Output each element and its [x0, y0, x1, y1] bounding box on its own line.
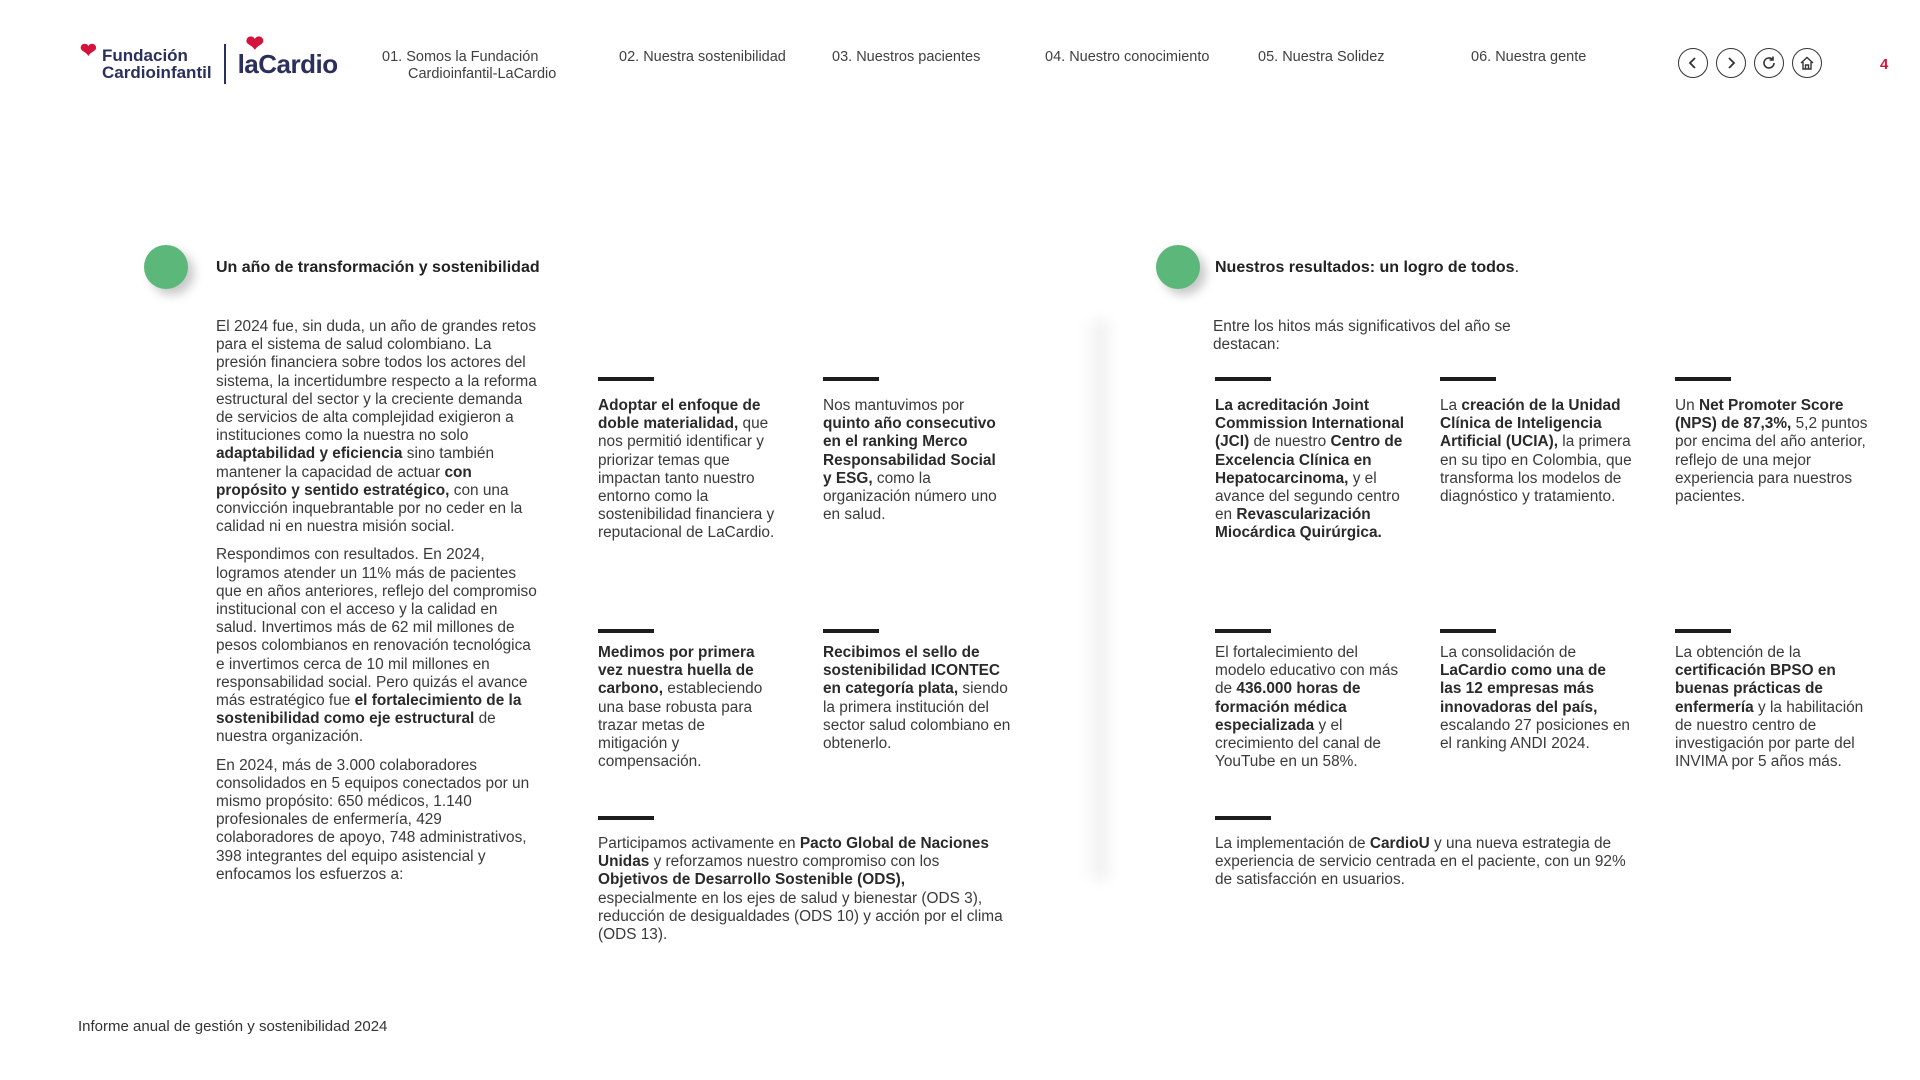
chevron-right-icon	[1724, 56, 1738, 70]
nav-item-04[interactable]: 04. Nuestro conocimiento	[1045, 49, 1210, 65]
item-pacto-global: Participamos activamente en Pacto Global de Naciones Unidas y reforzamos nuestro compromiso con los Objetivos de Desarrollo Sostenible (ODS), especialmente en los ejes de salud y bienestar (ODS 3), reducción de desigualdades (ODS 10) y acción por el clima (ODS 13).	[598, 835, 1003, 944]
logo-lacardio: ❤ laCardio	[237, 30, 338, 79]
divider-bar	[1675, 629, 1731, 633]
item-materialidad: Adoptar el enfoque de doble materialidad, que nos permitió identificar y priorizar temas que impactan tanto nuestro entorno como la sostenibilidad financiera y reputacional de LaCardio.	[598, 397, 775, 542]
divider-bar	[598, 377, 654, 381]
divider-bar	[1215, 377, 1271, 381]
section-title-right: Nuestros resultados: un logro de todos.	[1215, 259, 1520, 276]
nav-item-03[interactable]: 03. Nuestros pacientes	[832, 49, 981, 65]
logo-fundacion: ❤ Fundación Cardioinfantil	[80, 40, 212, 82]
result-educacion: El fortalecimiento del modelo educativo con más de 436.000 horas de formación médica especializada y el crecimiento del canal de YouTube en un 58%.	[1215, 644, 1399, 771]
paragraph-1: El 2024 fue, sin duda, un año de grandes retos para el sistema de salud colombiano. La presión financiera sobre todos los actores del sistema, la incertidumbre respecto a la reforma estructural del sector y la creciente demanda de servicios de alta complejidad exigieron a instituciones como la nuestra no solo adaptabilidad y eficiencia sino también mantener la capacidad de actuar con propósito y sentido estratégico, con una convicción inquebrantable por no ceder en la calidad ni en nuestra misión social.	[216, 318, 537, 536]
section-dot	[144, 245, 188, 289]
logo-divider	[224, 44, 226, 84]
nav-item-06[interactable]: 06. Nuestra gente	[1471, 49, 1587, 65]
divider-bar	[1675, 377, 1731, 381]
paragraph-3: En 2024, más de 3.000 colaboradores consolidados en 5 equipos conectados por un mismo propósito: 650 médicos, 1.140 profesionales de enfermería, 429 colaboradores de apoyo, 748 administrativos, 398 integrantes del equipo asistencial y enfocamos los esfuerzos a:	[216, 756, 530, 883]
results-intro: Entre los hitos más significativos del año se destacan:	[1213, 318, 1511, 354]
logo[interactable]	[80, 30, 338, 84]
page-number: 4	[1880, 56, 1889, 73]
refresh-icon	[1761, 55, 1777, 71]
paragraph-2: Respondimos con resultados. En 2024, logramos atender un 11% más de pacientes que en años anteriores, reflejo del compromiso institucional con el acceso y la calidad en salud. Invertimos más de 62 mil millones de pesos colombianos en renovación tecnológica e invertimos cerca de 10 mil millones en responsabilidad social. Pero quizás el avance más estratégico fue el fortalecimiento de la sostenibilidad como eje estructural de nuestra organización.	[216, 546, 537, 746]
nav-item-02[interactable]: 02. Nuestra sostenibilidad	[619, 49, 786, 65]
result-ucia: La creación de la Unidad Clínica de Inteligencia Artificial (UCIA), la primera en su tipo en Colombia, que transforma los modelos de diagnóstico y tratamiento.	[1440, 397, 1632, 506]
result-bpso: La obtención de la certificación BPSO en buenas prácticas de enfermería y la habilitación de nuestro centro de investigación por parte del INVIMA por 5 años más.	[1675, 644, 1864, 771]
home-icon	[1799, 55, 1815, 71]
divider-bar	[598, 629, 654, 633]
heart-icon: ❤	[80, 40, 97, 62]
divider-bar	[1215, 629, 1271, 633]
divider-bar	[1440, 629, 1496, 633]
divider-bar	[1215, 816, 1271, 820]
divider-bar	[823, 377, 879, 381]
footer-report-title: Informe anual de gestión y sostenibilidad 2024	[78, 1018, 388, 1035]
result-jci: La acreditación Joint Commission International (JCI) de nuestro Centro de Excelencia Clínica en Hepatocarcinoma, y el avance del segundo centro en Revascularización Miocárdica Quirúrgica.	[1215, 397, 1404, 542]
item-huella: Medimos por primera vez nuestra huella de carbono, estableciendo una base robusta para trazar metas de mitigación y compensación.	[598, 644, 763, 771]
prev-button[interactable]	[1678, 48, 1708, 78]
intro-column	[216, 318, 538, 894]
item-icontec: Recibimos el sello de sostenibilidad ICONTEC en categoría plata, siendo la primera institución del sector salud colombiano en obtenerlo.	[823, 644, 1011, 753]
result-cardiou: La implementación de CardioU y una nueva estrategia de experiencia de servicio centrada en el paciente, con un 92% de satisfacción en usuarios.	[1215, 835, 1626, 889]
home-button[interactable]	[1792, 48, 1822, 78]
next-button[interactable]	[1716, 48, 1746, 78]
refresh-button[interactable]	[1754, 48, 1784, 78]
nav-item-05[interactable]: 05. Nuestra Solidez	[1258, 49, 1385, 65]
result-nps: Un Net Promoter Score (NPS) de 87,3%, 5,2 puntos por encima del año anterior, reflejo de una mejor experiencia para nuestros pacientes.	[1675, 397, 1868, 506]
chevron-left-icon	[1686, 56, 1700, 70]
section-title-left: Un año de transformación y sostenibilidad	[216, 259, 540, 276]
divider-bar	[1440, 377, 1496, 381]
item-merco: Nos mantuvimos por quinto año consecutivo en el ranking Merco Responsabilidad Social y ESG, como la organización número uno en salud.	[823, 397, 997, 524]
column-shadow	[1082, 320, 1108, 880]
divider-bar	[823, 629, 879, 633]
result-innovacion: La consolidación de LaCardio como una de las 12 empresas más innovadoras del país, escalando 27 posiciones en el ranking ANDI 2024.	[1440, 644, 1630, 753]
heart-icon: ❤	[245, 30, 264, 56]
nav-item-01[interactable]: 01. Somos la Fundación Cardioinfantil-LaCardio	[382, 49, 557, 82]
section-dot	[1156, 245, 1200, 289]
divider-bar	[598, 816, 654, 820]
